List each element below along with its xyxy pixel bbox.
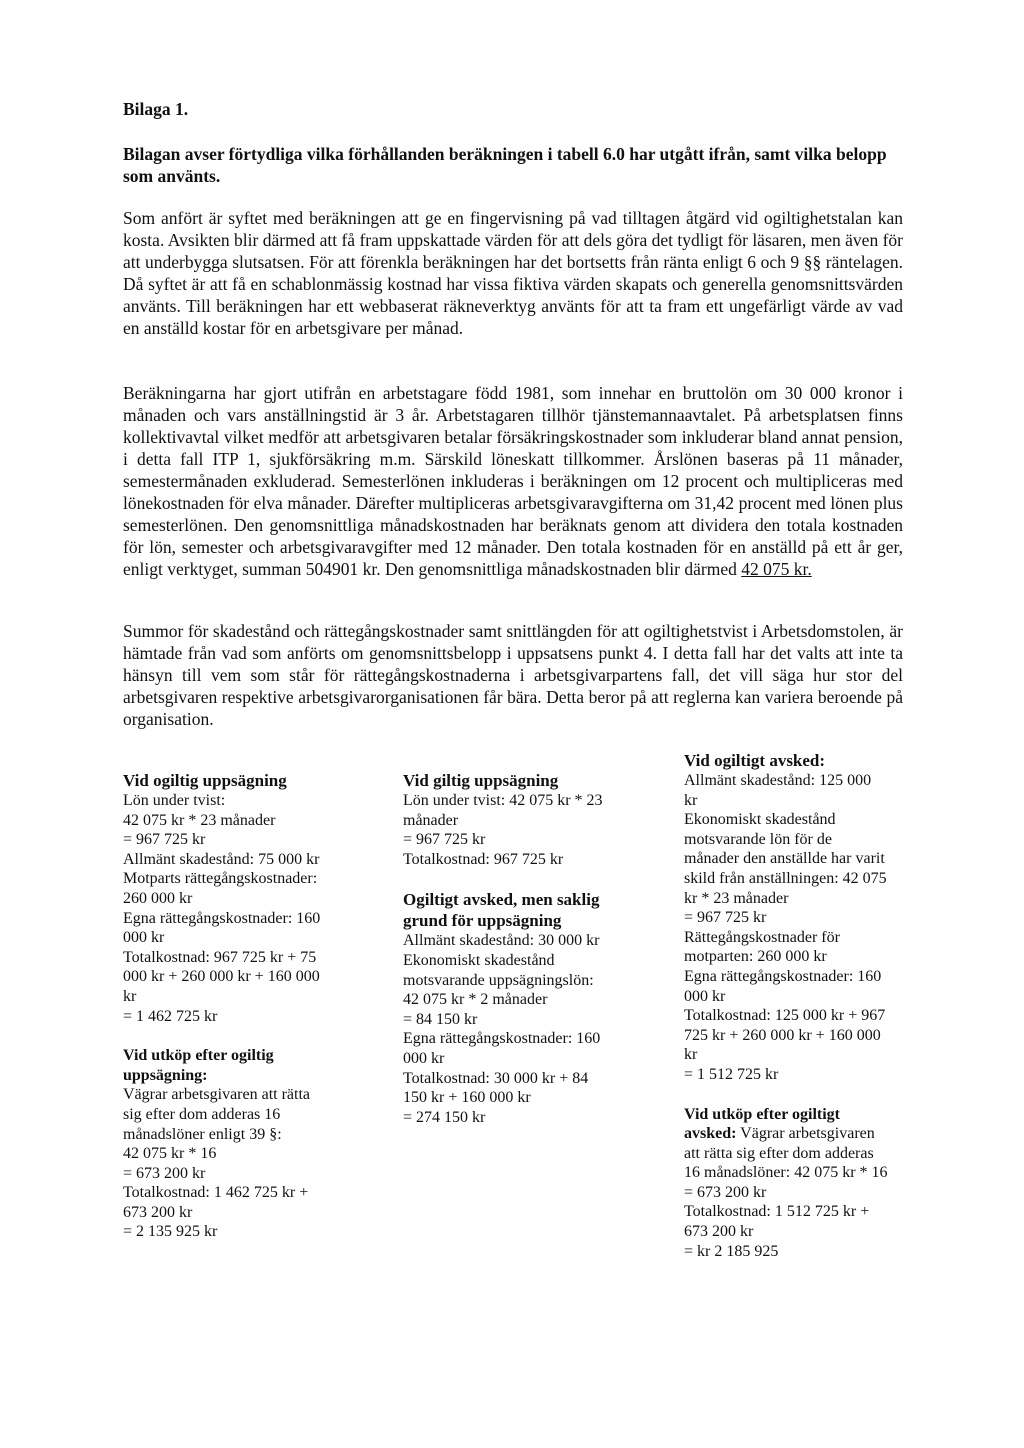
- calc-line: Ekonomiskt skadestånd: [684, 811, 836, 829]
- calc-line: = 967 725 kr: [684, 909, 767, 927]
- calc-line: 42 075 kr * 23 månader: [123, 811, 276, 829]
- section-lines: [123, 791, 345, 1026]
- section-heading-cont: uppsägning:: [123, 1066, 208, 1084]
- calc-line: skild från anställningen: 42 075: [684, 869, 887, 887]
- calc-line: Totalkostnad: 1 462 725 kr +: [123, 1184, 309, 1202]
- calc-line: 16 månadslöner: 42 075 kr * 16: [684, 1164, 888, 1182]
- calc-line: = 673 200 kr: [123, 1164, 206, 1182]
- calc-line: månadslöner enligt 39 §:: [123, 1125, 282, 1143]
- calc-line: månader: [403, 811, 459, 829]
- calc-line: 260 000 kr: [123, 889, 193, 907]
- calc-line: Ekonomiskt skadestånd: [403, 951, 555, 969]
- paragraph-purpose: Som anfört är syftet med beräkningen att ge en fingervisning på vad tilltagen åtgärd vid ogiltighetstalan kan kosta. Avsikten blir därmed att få fram uppskattade värden för att dels göra det tydligt för läsaren, men även för att underbygga slutsatsen. För att förenkla beräkningen har det bortsetts från ränta enligt 6 och 9 §§ räntelagen. Då syftet är att få en schablonmässig kostnad har vissa fiktiva värden skapats och generella genomsnittsvärden använts. Till beräkningen har ett webbaserat räkneverktyg använts för att ta fram ett ungefärligt värde av vad en anställd kostar för en arbetsgivare per månad.: [123, 208, 903, 338]
- calc-line: motsvarande lön för de: [684, 830, 832, 848]
- calc-line: Totalkostnad: 1 512 725 kr +: [684, 1203, 870, 1221]
- calc-line: = 1 462 725 kr: [123, 1007, 218, 1025]
- calc-line: Totalkostnad: 967 725 kr + 75: [123, 948, 317, 966]
- calc-line: 42 075 kr * 2 månader: [403, 991, 548, 1009]
- calc-line: Lön under tvist: 42 075 kr * 23: [403, 792, 603, 809]
- section-heading: Vid ogiltigt avsked:: [684, 751, 826, 770]
- section-heading: Vid utköp efter ogiltigt: [684, 1105, 840, 1123]
- calc-line: = 274 150 kr: [403, 1108, 486, 1126]
- calc-line: att rätta sig efter dom adderas: [684, 1144, 874, 1162]
- calc-line: Allmänt skadestånd: 125 000: [684, 772, 872, 789]
- calc-line: = kr 2 185 925: [684, 1242, 779, 1260]
- calc-line: Allmänt skadestånd: 30 000 kr: [403, 932, 600, 950]
- calc-line: månader den anställde har varit: [684, 850, 885, 868]
- calc-line: Totalkostnad: 30 000 kr + 84: [403, 1069, 589, 1087]
- section-heading-cont: grund för uppsägning: [403, 911, 562, 931]
- calc-line: = 967 725 kr: [123, 831, 206, 849]
- calc-line: Egna rättegångskostnader: 160: [684, 967, 882, 985]
- calc-line: Egna rättegångskostnader: 160: [123, 909, 321, 927]
- calc-line: = 2 135 925 kr: [123, 1223, 218, 1241]
- calc-line: motparten: 260 000 kr: [684, 948, 827, 966]
- section-utkop-ogiltig-uppsagning: [123, 1046, 345, 1242]
- section-heading: Ogiltigt avsked, men saklig: [403, 890, 600, 910]
- calc-line: Egna rättegångskostnader: 160: [403, 1030, 601, 1048]
- page-subtitle: Bilagan avser förtydliga vilka förhållanden beräkningen i tabell 6.0 har utgått ifrån, samt vilka belopp som använts.: [123, 144, 887, 186]
- calc-line: 000 kr: [123, 929, 165, 947]
- calc-line: motsvarande uppsägningslön:: [403, 971, 594, 989]
- paragraph-sources: Summor för skadestånd och rättegångskostnader samt snittlängden för att ogiltighetstvist i Arbetsdomstolen, är hämtade från vad som anförts om genomsnittsbelopp i uppsatsens punkt 4. I detta fall har det valts att inte ta hänsyn till vem som står för rättegångskostnaderna i arbetsgivarpartens fall, det vill säga hur stor del arbetsgivaren respektive arbetsgivarorganisationen får bära. Detta beror på att reglerna kan variera beroende på organisation.: [123, 621, 903, 729]
- calc-line: Vägrar arbetsgivaren att rätta: [123, 1086, 311, 1104]
- section-ogiltigt-avsked: [684, 750, 906, 1085]
- calc-line: = 967 725 kr: [403, 831, 486, 849]
- section-heading: Vid ogiltig uppsägning: [123, 771, 287, 790]
- calc-line: Totalkostnad: 967 725 kr: [403, 850, 564, 868]
- calc-line: Allmänt skadestånd: 75 000 kr: [123, 850, 320, 868]
- calc-line: 42 075 kr * 16: [123, 1145, 217, 1163]
- calc-line: 725 kr + 260 000 kr + 160 000: [684, 1026, 881, 1044]
- section-utkop-ogiltigt-avsked: [684, 1105, 906, 1262]
- calc-line: kr: [684, 1046, 698, 1064]
- section-heading-line: [684, 1124, 906, 1144]
- calc-line: = 84 150 kr: [403, 1010, 478, 1028]
- monthly-cost-value: 42 075 kr.: [741, 559, 812, 579]
- calc-line: kr: [684, 791, 698, 809]
- calc-line: 673 200 kr: [684, 1223, 754, 1241]
- calc-line: Lön under tvist:: [123, 792, 226, 809]
- calc-line: = 1 512 725 kr: [684, 1065, 779, 1083]
- calc-line: Totalkostnad: 125 000 kr + 967: [684, 1007, 886, 1025]
- column-giltig: [403, 770, 625, 1147]
- calc-line: kr * 23 månader: [684, 889, 789, 907]
- section-heading: Vid utköp efter ogiltig: [123, 1047, 274, 1065]
- section-giltig-uppsagning: [403, 770, 625, 869]
- calc-line: Motparts rättegångskostnader:: [123, 870, 318, 888]
- column-avsked: [684, 750, 906, 1281]
- calc-line: 000 kr + 260 000 kr + 160 000: [123, 968, 320, 986]
- calc-line: Rättegångskostnader för: [684, 928, 840, 946]
- calc-line-rest: Vägrar arbetsgivaren: [736, 1125, 875, 1143]
- page-title: Bilaga 1.: [123, 99, 189, 119]
- calc-line: 000 kr: [684, 987, 726, 1005]
- section-heading: Vid giltig uppsägning: [403, 771, 559, 790]
- section-ogiltig-uppsagning: [123, 770, 345, 1026]
- calc-line: 000 kr: [403, 1049, 445, 1067]
- calc-line: kr: [123, 987, 137, 1005]
- section-heading-cont: avsked:: [684, 1125, 737, 1143]
- paragraph-assumptions: [123, 382, 903, 580]
- column-uppsagning: [123, 770, 345, 1262]
- calc-line: 673 200 kr: [123, 1203, 193, 1221]
- paragraph-assumptions-text: Beräkningarna har gjort utifrån en arbetstagare född 1981, som innehar en bruttolön om 30 000 kronor i månaden och vars anställningstid är 3 år. Arbetstagaren tillhör tjänstemannaavtalet. På arbetsplatsen finns kollektivavtal vilket medför att arbetsgivaren betalar försäkringskostnader som inkluderar bland annat pension, i detta fall ITP 1, sjukförsäkring m.m. Särskild löneskatt tillkommer. Årslönen baseras på 11 månader, semestermånaden exkluderad. Semesterlönen inkluderas i beräkningen om 12 procent och multipliceras med lönekostnaden för elva månader. Därefter multipliceras arbetsgivaravgifterna om 31,42 procent med lönen plus semesterlönen. Den genomsnittliga månadskostnaden har beräknats genom att dividera den totala kostnaden för lön, semester och arbetsgivaravgifter med 12 månader. Den totala kostnaden för en anställd på ett år ger, enligt verktyget, summan 504901 kr. Den genomsnittliga månadskostnaden blir därmed: [123, 383, 903, 579]
- section-ogiltigt-avsked-saklig-grund: [403, 889, 625, 1127]
- calc-line: = 673 200 kr: [684, 1183, 767, 1201]
- calc-line: sig efter dom adderas 16: [123, 1105, 281, 1123]
- calc-line: 150 kr + 160 000 kr: [403, 1089, 531, 1107]
